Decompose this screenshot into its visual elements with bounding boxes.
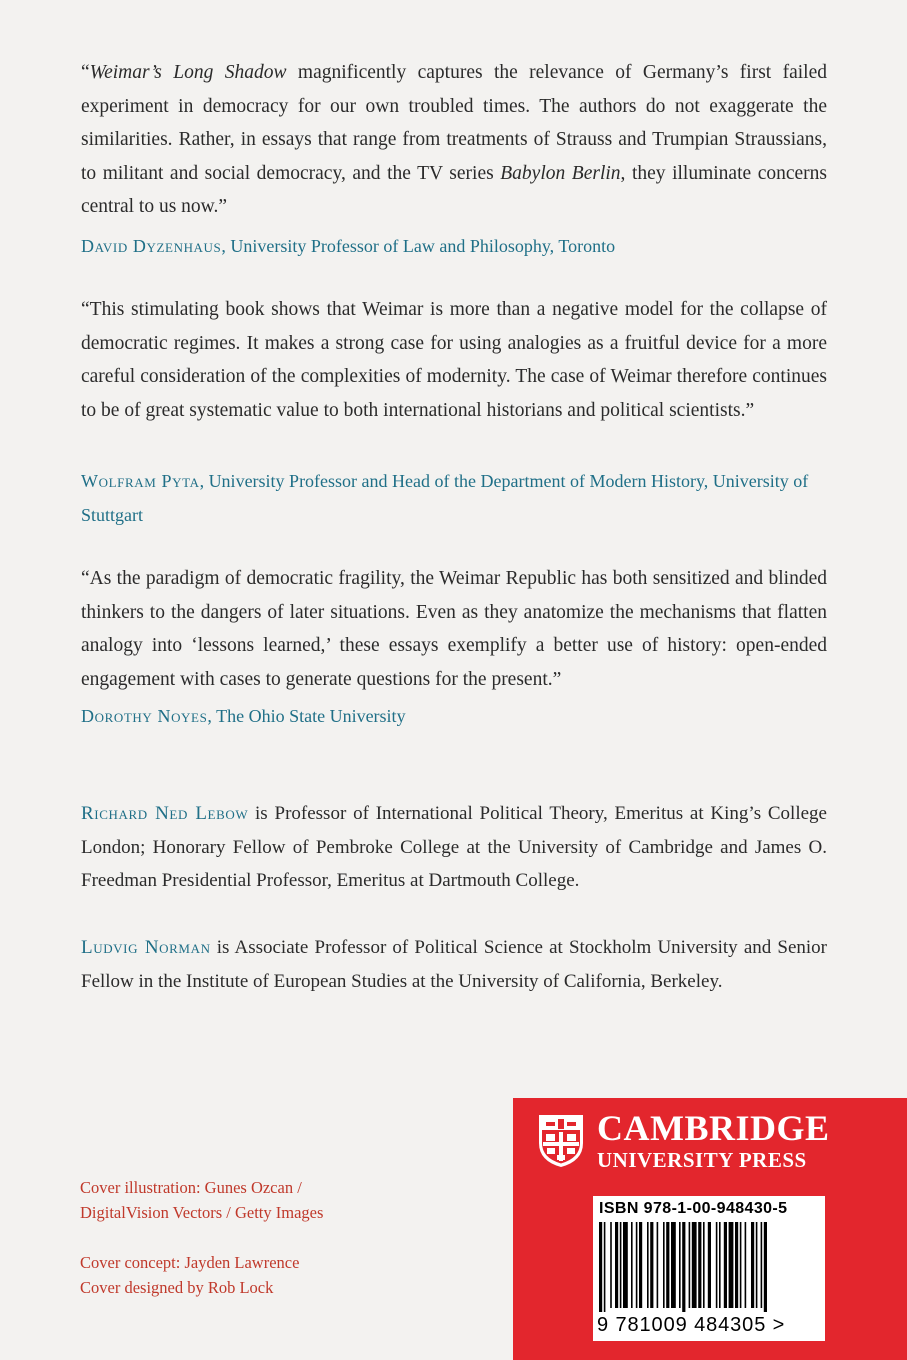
author-bio-2-text: is Associate Professor of Political Science at Stockholm University and Senior Fellow in the Institute of European Studies at the University of California, Berkeley. bbox=[81, 937, 828, 992]
quote-1 bbox=[81, 56, 827, 224]
author-bio-2 bbox=[81, 931, 827, 998]
barcode-bar bbox=[751, 1222, 754, 1308]
barcode-bar bbox=[650, 1222, 653, 1308]
quote-1-series-title: Babylon Berlin bbox=[500, 162, 621, 184]
barcode-bar bbox=[599, 1222, 602, 1312]
barcode-bar bbox=[716, 1222, 718, 1308]
barcode-bar bbox=[631, 1222, 633, 1308]
barcode-bar bbox=[636, 1222, 638, 1308]
isbn-barcode bbox=[593, 1196, 825, 1341]
barcode-bar bbox=[703, 1222, 705, 1308]
barcode-bar bbox=[719, 1222, 721, 1308]
quote-2: “This stimulating book shows that Weimar is more than a negative model for the collapse of democratic regimes. It makes a strong case for using analogies as a fruitful device for a more careful consideration of the complexities of modernity. The case of Weimar therefore continues to be of great systematic value to both international historians and political scientists.” bbox=[81, 299, 827, 421]
barcode-bar bbox=[689, 1222, 691, 1308]
barcode-bar bbox=[679, 1222, 681, 1308]
author-bio-1 bbox=[81, 797, 827, 898]
barcode-bar bbox=[724, 1222, 727, 1308]
barcode-bar bbox=[764, 1222, 767, 1312]
barcode-bar bbox=[639, 1222, 642, 1308]
quote-2-attribution bbox=[81, 465, 841, 532]
credit-designer: Cover designed by Rob Lock bbox=[80, 1278, 274, 1297]
barcode-bar bbox=[647, 1222, 649, 1308]
barcode-bar bbox=[745, 1222, 747, 1308]
barcode-bar bbox=[610, 1222, 612, 1308]
barcode-bar bbox=[756, 1222, 758, 1308]
quote-1-book-title: Weimar’s Long Shadow bbox=[89, 62, 287, 83]
barcode-bars bbox=[599, 1222, 819, 1312]
barcode-bar bbox=[615, 1222, 618, 1308]
barcode-bar bbox=[761, 1222, 763, 1308]
credit-line-2: DigitalVision Vectors / Getty Images bbox=[80, 1203, 324, 1222]
barcode-bar bbox=[708, 1222, 711, 1308]
quote-2-affiliation: , University Professor and Head of the Department of Modern History, University of Stuttgart bbox=[81, 471, 809, 525]
quote-3: “As the paradigm of democratic fragility, the Weimar Republic has both sensitized and blinded thinkers to the dangers of later situations. Even as they anatomize the mechanisms that flatten analogy into ‘lessons learned,’ these essays exemplify a better use of history: open-ended engagement with cases to generate questions for the present.” bbox=[81, 568, 827, 690]
cambridge-crest-icon bbox=[537, 1113, 585, 1169]
quote-3-attribution bbox=[81, 700, 841, 734]
barcode-bar bbox=[620, 1222, 622, 1308]
barcode-bar bbox=[663, 1222, 665, 1308]
quote-1-affiliation: , University Professor of Law and Philosophy, Toronto bbox=[221, 236, 616, 256]
barcode-bar bbox=[623, 1222, 628, 1308]
barcode-bar bbox=[666, 1222, 669, 1308]
barcode-bar bbox=[682, 1222, 685, 1312]
barcode-bar bbox=[657, 1222, 659, 1308]
barcode-bar bbox=[729, 1222, 734, 1308]
publisher-block bbox=[513, 1098, 907, 1360]
publisher-name: CAMBRIDGE bbox=[597, 1108, 830, 1148]
barcode-bar bbox=[604, 1222, 606, 1312]
quote-1-author: David Dyzenhaus bbox=[81, 236, 222, 256]
barcode-bar bbox=[698, 1222, 701, 1308]
publisher-subtitle: UNIVERSITY PRESS bbox=[597, 1148, 807, 1172]
author-bio-2-name: Ludvig Norman bbox=[81, 937, 211, 958]
author-bio-1-text: is Professor of International Political Theory, Emeritus at King’s College London; Honorary Fellow of Pembroke College at the University of Cambridge and James O. Freedman Presidential Professor, Emeritus at Dartmouth College. bbox=[81, 803, 827, 892]
barcode-bar bbox=[692, 1222, 697, 1308]
quote-3-affiliation: , The Ohio State University bbox=[207, 706, 406, 726]
quote-1-text-end: , they illuminate concerns central to us now.” bbox=[81, 162, 827, 218]
quote-1-text: magnificently captures the relevance of Germany’s first failed experiment in democracy for our own troubled times. The authors do not exaggerate the similarities. Rather, in essays that range from treatments of Strauss and Trumpian Straussians, to militant and social democracy, and the TV series bbox=[81, 62, 827, 184]
cover-design-credit bbox=[80, 1250, 299, 1300]
barcode-digits: 9 781009 484305 > bbox=[597, 1314, 786, 1336]
isbn-label: ISBN 978-1-00-948430-5 bbox=[599, 1200, 788, 1217]
quote-3-author: Dorothy Noyes bbox=[81, 706, 208, 726]
barcode-bar bbox=[740, 1222, 742, 1308]
barcode-bar bbox=[671, 1222, 676, 1308]
quote-1-attribution bbox=[81, 230, 841, 264]
credit-line-1: Cover illustration: Gunes Ozcan / bbox=[80, 1178, 302, 1197]
author-bio-1-name: Richard Ned Lebow bbox=[81, 803, 249, 824]
credit-concept: Cover concept: Jayden Lawrence bbox=[80, 1253, 300, 1272]
quote-2-author: Wolfram Pyta bbox=[81, 471, 200, 491]
quote-1-open: “ bbox=[81, 62, 90, 83]
barcode-bar bbox=[735, 1222, 738, 1308]
cover-illustration-credit bbox=[80, 1175, 323, 1225]
